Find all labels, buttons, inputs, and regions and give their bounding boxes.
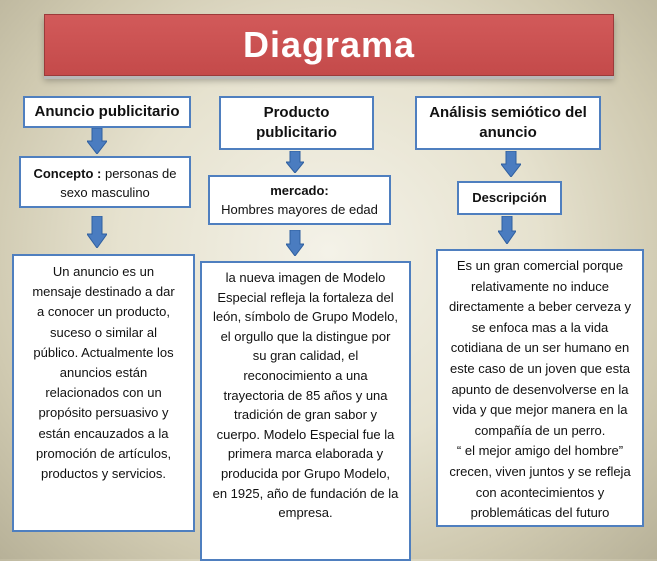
analisis-quote-text: “ el mejor amigo del hombre” crecen, viven juntos y se refleja con acontecimientos y problemáticas del futuro bbox=[449, 443, 631, 521]
header-producto-publicitario bbox=[219, 96, 374, 150]
concepto-box bbox=[19, 156, 191, 208]
arrow-down-icon bbox=[501, 151, 521, 177]
descripcion-box bbox=[457, 181, 562, 215]
mercado-box bbox=[208, 175, 391, 225]
arrow-down-icon bbox=[87, 128, 107, 154]
header-anuncio-publicitario bbox=[23, 96, 191, 128]
header-label: Anuncio publicitario bbox=[34, 103, 180, 120]
diagram-title: Diagrama bbox=[242, 24, 416, 65]
mercado-text: Hombres mayores de edad bbox=[221, 202, 378, 217]
definicion-anuncio-box bbox=[12, 254, 195, 532]
definicion-anuncio-text: Un anuncio es un mensaje destinado a dar a conocer un producto, suceso o similar al público. Actualmente los anuncios están relacionados con un propósito persuasivo y están encauzados a la promoción de artículos, productos y servicios. bbox=[32, 264, 175, 482]
concepto-text: personas de sexo masculino bbox=[60, 166, 177, 200]
arrow-down-icon bbox=[87, 216, 107, 248]
title-banner bbox=[44, 14, 614, 76]
modelo-especial-box bbox=[200, 261, 411, 561]
header-analisis-semiotico bbox=[415, 96, 601, 150]
arrow-down-icon bbox=[498, 216, 516, 244]
header-label: Producto publicitario bbox=[256, 104, 337, 141]
header-label: Análisis semiótico del anuncio bbox=[429, 104, 587, 141]
analisis-box bbox=[436, 249, 644, 527]
arrow-down-icon bbox=[286, 230, 304, 256]
mercado-label: mercado: bbox=[270, 183, 329, 198]
modelo-especial-text: la nueva imagen de Modelo Especial refleja la fortaleza del león, símbolo de Grupo Modelo, el orgullo que la distingue por su gran calidad, el reconocimiento a una trayectoria de 85 años y una tradición de gran sabor y cuerpo. Modelo Especial fue la primera marca elaborada y producida por Grupo Modelo, en 1925, año de fundación de la empresa. bbox=[212, 270, 399, 521]
arrow-down-icon bbox=[286, 151, 304, 173]
analisis-text: Es un gran comercial porque relativamente no induce directamente a beber cerveza y se enfoca mas a la vida cotidiana de un ser humano en este caso de un joven que esta apunto de desenvolverse en la vida y que mejor manera en la compañía de un perro. bbox=[448, 258, 632, 438]
concepto-label: Concepto : bbox=[33, 166, 102, 181]
descripcion-label: Descripción bbox=[472, 190, 547, 205]
